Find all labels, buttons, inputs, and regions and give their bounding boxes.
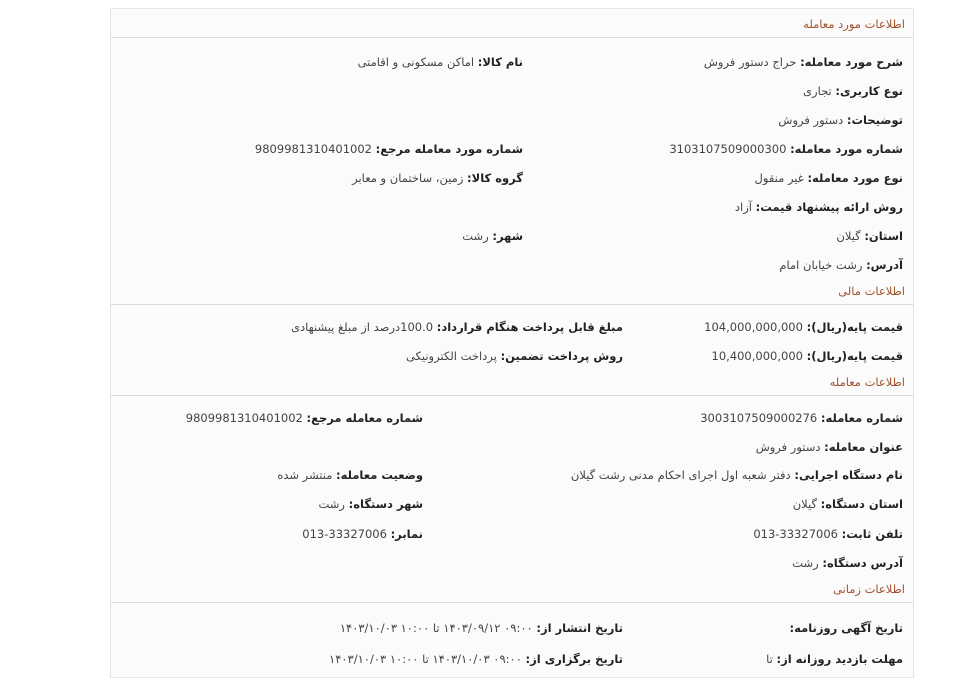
section-header-deal-info: اطلاعات مورد معامله [111, 11, 913, 38]
field-label: شرح مورد معامله: [800, 55, 903, 69]
offer-method-row [735, 200, 903, 214]
field-value: 104,000,000,000 [704, 320, 803, 334]
deal-number-row [669, 142, 903, 156]
field-value: پرداخت الکترونیکی [405, 349, 497, 363]
field-label: مهلت بازدید روزانه از: [776, 652, 903, 666]
phone-row [753, 527, 903, 541]
field-label: شماره مورد معامله مرجع: [375, 142, 523, 156]
deal-details-panel [110, 8, 914, 678]
field-label: نام دستگاه اجرایی: [794, 468, 903, 482]
field-label: شماره معامله مرجع: [306, 411, 423, 425]
field-label: تاریخ برگزاری از: [525, 652, 623, 666]
payable-at-contract-row [291, 320, 623, 334]
fax-row [302, 527, 423, 541]
field-value: 100.0درصد از مبلغ پیشنهادی [291, 320, 434, 334]
publish-date-row [340, 621, 623, 635]
deal-description-row [704, 55, 903, 69]
base-price-row [704, 320, 903, 334]
field-label: آدرس: [866, 258, 903, 272]
section-header-financial: اطلاعات مالی [111, 278, 913, 305]
field-label: عنوان معامله: [824, 440, 903, 454]
field-label: گروه کالا: [467, 171, 523, 185]
field-label: استان دستگاه: [820, 497, 903, 511]
guarantee-method-row [406, 349, 623, 363]
visit-deadline-row [766, 652, 903, 666]
field-value: رشت [462, 229, 489, 243]
field-value: 33327006-013 [753, 527, 838, 541]
field-value: 9809981310401002 [254, 142, 372, 156]
field-value: ۰۹:۰۰ ۱۴۰۳/۱۰/۰۳ تا ۱۰:۰۰ ۱۴۰۳/۱۰/۰۳ [329, 652, 522, 666]
field-value: رشت [792, 556, 819, 570]
field-label: روش پرداخت تضمین: [500, 349, 623, 363]
field-label: توضیحات: [846, 113, 903, 127]
agency-name-row [571, 468, 903, 482]
field-value: تجاری [803, 84, 832, 98]
field-label: آدرس دستگاه: [822, 556, 903, 570]
field-value: غیر منقول [754, 171, 804, 185]
field-value: ۰۹:۰۰ ۱۴۰۳/۰۹/۱۲ تا ۱۰:۰۰ ۱۴۰۳/۱۰/۰۳ [339, 621, 533, 635]
field-label: تاریخ انتشار از: [536, 621, 623, 635]
section-header-transaction: اطلاعات معامله [111, 369, 913, 396]
field-label: نوع مورد معامله: [807, 171, 903, 185]
field-label: تاریخ آگهی روزنامه: [789, 621, 903, 635]
field-label: نوع کاربری: [835, 84, 903, 98]
field-label: قیمت پایه(ریال): [806, 349, 903, 363]
agency-province-row [793, 497, 903, 511]
address-row [779, 258, 903, 272]
field-value: رشت خیابان امام [779, 258, 863, 272]
agency-address-row [792, 556, 903, 570]
transaction-title-row [756, 440, 903, 454]
field-value: دستور فروش [755, 440, 821, 454]
field-label: قیمت پایه(ریال): [806, 320, 903, 334]
field-value: گیلان [792, 497, 817, 511]
section-header-time: اطلاعات زمانی [111, 576, 913, 603]
field-label: شهر: [492, 229, 523, 243]
field-label: نمابر: [390, 527, 423, 541]
field-value: دستور فروش [778, 113, 844, 127]
field-label: شهر دستگاه: [348, 497, 423, 511]
transaction-number-row [700, 411, 903, 425]
goods-group-row [352, 171, 523, 185]
field-value: 33327006-013 [302, 527, 387, 541]
deal-type-row [755, 171, 903, 185]
field-value: منتشر شده [277, 468, 333, 482]
usage-type-row [803, 84, 903, 98]
field-value: 10,400,000,000 [711, 349, 803, 363]
field-value: زمین، ساختمان و معابر [352, 171, 464, 185]
transaction-ref-number-row [186, 411, 423, 425]
field-value: 3103107509000300 [669, 142, 787, 156]
field-value: گیلان [836, 229, 861, 243]
field-value: اماکن مسکونی و اقامتی [357, 55, 475, 69]
field-label: مبلغ قابل پرداخت هنگام قرارداد: [436, 320, 623, 334]
notes-row [778, 113, 903, 127]
city-row [462, 229, 523, 243]
field-value: تا [766, 652, 773, 666]
province-row [836, 229, 903, 243]
newspaper-date-row [790, 621, 903, 635]
field-value: 3003107509000276 [700, 411, 818, 425]
base-price-row [712, 349, 904, 363]
field-value: آزاد [734, 200, 752, 214]
field-value: 9809981310401002 [185, 411, 303, 425]
field-value: دفتر شعبه اول اجرای احکام مدنی رشت گیلان [570, 468, 791, 482]
field-label: شماره مورد معامله: [790, 142, 903, 156]
field-label: نام کالا: [477, 55, 523, 69]
field-value: حراج دستور فروش [703, 55, 797, 69]
field-label: استان: [864, 229, 903, 243]
field-label: روش ارائه پیشنهاد قیمت: [755, 200, 903, 214]
field-label: تلفن ثابت: [841, 527, 903, 541]
field-label: شماره معامله: [820, 411, 903, 425]
transaction-status-row [277, 468, 423, 482]
field-label: وضعیت معامله: [336, 468, 423, 482]
agency-city-row [319, 497, 424, 511]
ref-number-row [255, 142, 523, 156]
goods-name-row [358, 55, 523, 69]
field-value: رشت [318, 497, 345, 511]
holding-date-row [329, 652, 623, 666]
